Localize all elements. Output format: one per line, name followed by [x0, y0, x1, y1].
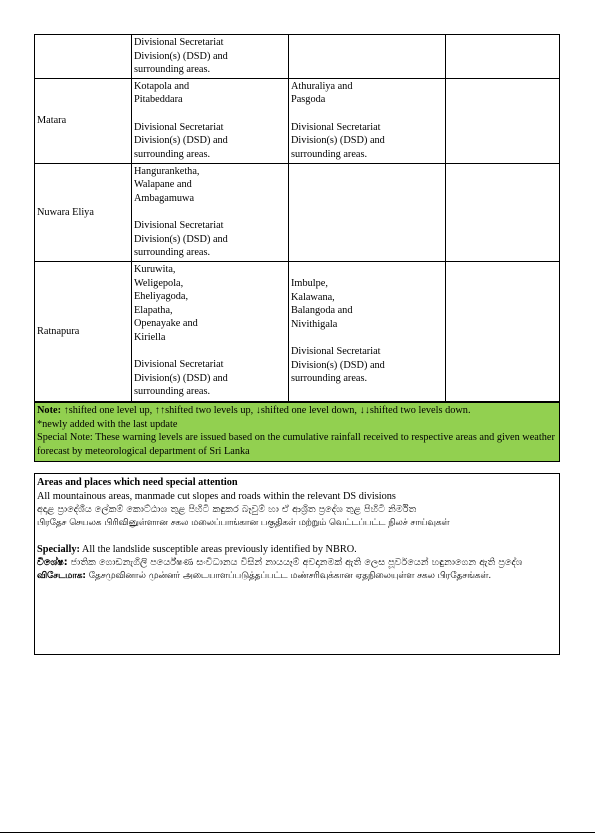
places-text: Kotapola and Pitabeddara	[134, 80, 190, 106]
dsd-text: Divisional Secretariat Division(s) (DSD) and surrounding areas.	[134, 121, 228, 160]
places-text: Imbulpe, Kalawana, Balangoda and Nivithigala	[291, 277, 353, 330]
district-cell: Ratnapura	[35, 261, 132, 401]
note-text: ↑shifted one level up, ↑↑shifted two levels up, ↓shifted one level down, ↓↓shifted two levels down.	[61, 405, 471, 416]
district-cell	[35, 35, 132, 79]
empty-cell	[446, 163, 560, 261]
table-row	[35, 78, 560, 163]
district-cell: Matara	[35, 78, 132, 163]
dsd-text: Divisional Secretariat Division(s) (DSD) and surrounding areas.	[134, 359, 228, 398]
dsd-text: Divisional Secretariat Division(s) (DSD) and surrounding areas.	[134, 220, 228, 259]
sinhala-label: විශේෂ:	[37, 557, 68, 569]
places-text: Hanguranketha, Walapane and Ambagamuwa	[134, 165, 200, 204]
table-row	[35, 163, 560, 261]
empty-cell	[446, 78, 560, 163]
places-text: Kuruwita, Weligepola, Eheliyagoda, Elapatha, Openayake and Kiriella	[134, 263, 198, 343]
table-row	[35, 261, 560, 401]
dsd-text: Divisional Secretariat Division(s) (DSD) and surrounding areas.	[134, 37, 228, 76]
special-note: Special Note: These warning levels are issued based on the cumulative rainfall received to respective areas and given weather forecast by meteorological department of Sri Lanka	[37, 432, 555, 457]
sinhala-text: ජාතික ගොඩනැගිලි පර්යේෂණ සංවිධානය විසින් නායයෑම් අවදානමක් ඇති ලෙස පූර්වයෙන් හඳුනාගෙන ඇති ප්‍රදේශ	[67, 557, 523, 569]
dsd-cell	[289, 261, 446, 401]
dsd-cell	[289, 35, 446, 79]
dsd-cell	[132, 261, 289, 401]
places-text: Athuraliya and Pasgoda	[291, 80, 353, 106]
legend-note	[34, 402, 560, 462]
dsd-cell	[289, 163, 446, 261]
district-cell: Nuwara Eliya	[35, 163, 132, 261]
special-attention-box	[34, 473, 560, 655]
dsd-cell	[132, 78, 289, 163]
dsd-cell	[132, 35, 289, 79]
tamil-label: விசேடமாக:	[37, 570, 86, 581]
tamil-text: தேசமுவினால் முன்னர் அடையாளப்படுத்தப்பட்ட மண்சரிவுக்கான ஏதநிலையுள்ள சகல பிரதேசங்கள்.	[85, 570, 492, 581]
specially-label: Specially:	[37, 543, 80, 555]
dsd-text: Divisional Secretariat Division(s) (DSD) and surrounding areas.	[291, 121, 385, 160]
attention-english: All mountainous areas, manmade cut slopes and roads within the relevant DS divisions	[37, 490, 396, 502]
attention-heading: Areas and places which need special attention	[37, 477, 238, 488]
specially-english	[37, 543, 557, 557]
newly-added-note: *newly added with the last update	[37, 418, 178, 430]
table-row	[35, 35, 560, 79]
dsd-cell	[289, 78, 446, 163]
specially-tamil	[37, 570, 557, 583]
dsd-text: Divisional Secretariat Division(s) (DSD) and surrounding areas.	[291, 345, 385, 385]
empty-cell	[446, 35, 560, 79]
dsd-cell	[132, 163, 289, 261]
page-footer-divider	[0, 832, 595, 833]
note-label: Note:	[37, 405, 62, 416]
attention-tamil: பிரதேச செயலக பிரிவினுள்ளான சகல மலைப்பாங்கான பகுதிகள் மற்றும் வெட்டப்பட்ட நிலச் சாய்வுகள்	[37, 517, 450, 528]
attention-sinhala: අදාළ ප්‍රාදේශීය ලේකම් කොට්ඨාශ තුළ පිහිටි කඳුකර බෑවුම් හා ඒ ආශ්‍රිත ප්‍රදේශ තුළ පිහිටි නිර්මිත	[37, 504, 417, 515]
specially-sinhala	[37, 556, 557, 570]
specially-text: All the landslide susceptible areas previously identified by NBRO.	[79, 543, 357, 555]
empty-cell	[446, 261, 560, 401]
warning-table	[34, 34, 560, 402]
